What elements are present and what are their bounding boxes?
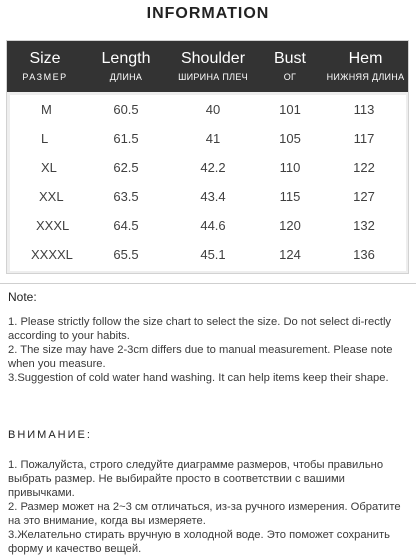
- cell-size: L: [41, 131, 49, 146]
- ru-note-item: 3.Желательно стирать вручную в холодной воде. Это поможет сохранить форму и качество вещей.: [8, 529, 390, 555]
- note-item: 2. The size may have 2-3cm differs due to manual measurement. Please note when you measure.: [8, 344, 393, 370]
- table-row: [10, 240, 406, 269]
- header-shoulder-en: Shoulder: [180, 50, 246, 67]
- note-item: 1. Please strictly follow the size chart to select the size. Do not select di-rectly according to your habits.: [8, 316, 392, 342]
- page-title: INFORMATION: [146, 5, 270, 22]
- note-text: [8, 315, 408, 385]
- table-row: [10, 153, 406, 182]
- cell-size: XXXL: [36, 218, 70, 233]
- cell-size: XXXXL: [31, 247, 73, 262]
- table-body: [10, 95, 406, 271]
- header-length-en: Length: [101, 50, 151, 67]
- header-bust-en: Bust: [273, 50, 306, 67]
- table-row: [10, 95, 406, 124]
- cell-bust: 110: [279, 160, 301, 175]
- cell-length: 60.5: [113, 102, 139, 117]
- note-title: Note:: [8, 290, 37, 304]
- cell-shoulder: 41: [205, 131, 221, 146]
- cell-hem: 117: [353, 131, 375, 146]
- cell-length: 65.5: [113, 247, 139, 262]
- cell-length: 62.5: [113, 160, 139, 175]
- table-row: [10, 182, 406, 211]
- header-shoulder: [169, 41, 257, 92]
- header-size: [7, 41, 83, 92]
- cell-size: XL: [41, 160, 57, 175]
- table-header: [7, 41, 408, 92]
- header-hem: [323, 41, 408, 92]
- table-row: [10, 211, 406, 240]
- header-hem-ru: НИЖНЯЯ ДЛИНА: [326, 72, 405, 82]
- cell-size: M: [41, 102, 52, 117]
- cell-length: 64.5: [113, 218, 139, 233]
- header-bust: [257, 41, 323, 92]
- header-hem-en: Hem: [348, 50, 383, 67]
- header-length: [83, 41, 169, 92]
- note-item: 3.Suggestion of cold water hand washing. It can help items keep their shape.: [8, 372, 389, 384]
- cell-hem: 113: [353, 102, 375, 117]
- header-size-ru: РАЗМЕР: [22, 72, 68, 82]
- cell-shoulder: 43.4: [200, 189, 226, 204]
- cell-length: 63.5: [113, 189, 139, 204]
- header-shoulder-ru: ШИРИНА ПЛЕЧ: [178, 72, 248, 82]
- table-row: [10, 124, 406, 153]
- cell-shoulder: 44.6: [200, 218, 226, 233]
- section-divider: [0, 283, 416, 284]
- cell-bust: 115: [279, 189, 301, 204]
- cell-bust: 105: [279, 131, 301, 146]
- cell-bust: 101: [279, 102, 301, 117]
- cell-hem: 132: [353, 218, 375, 233]
- header-size-en: Size: [29, 50, 61, 67]
- ru-note-item: 2. Размер может на 2~3 см отличаться, из-за ручного измерения. Обратите на это внимание, когда вы измеряете.: [8, 501, 401, 527]
- cell-hem: 122: [353, 160, 375, 175]
- cell-hem: 136: [353, 247, 375, 262]
- cell-shoulder: 40: [205, 102, 221, 117]
- cell-shoulder: 42.2: [200, 160, 226, 175]
- cell-shoulder: 45.1: [200, 247, 226, 262]
- header-bust-ru: ОГ: [283, 72, 297, 82]
- cell-hem: 127: [353, 189, 375, 204]
- header-length-ru: ДЛИНА: [109, 72, 143, 82]
- size-table: [6, 40, 409, 274]
- ru-note-item: 1. Пожалуйста, строго следуйте диаграмме размеров, чтобы правильно выбрать размер. Не выбирайте просто в соответствии с вашими привычками.: [8, 459, 384, 499]
- ru-note-title: ВНИМАНИЕ:: [8, 429, 92, 441]
- cell-size: XXL: [39, 189, 64, 204]
- cell-bust: 120: [279, 218, 301, 233]
- cell-bust: 124: [279, 247, 301, 262]
- cell-length: 61.5: [113, 131, 139, 146]
- ru-note-text: [8, 458, 408, 556]
